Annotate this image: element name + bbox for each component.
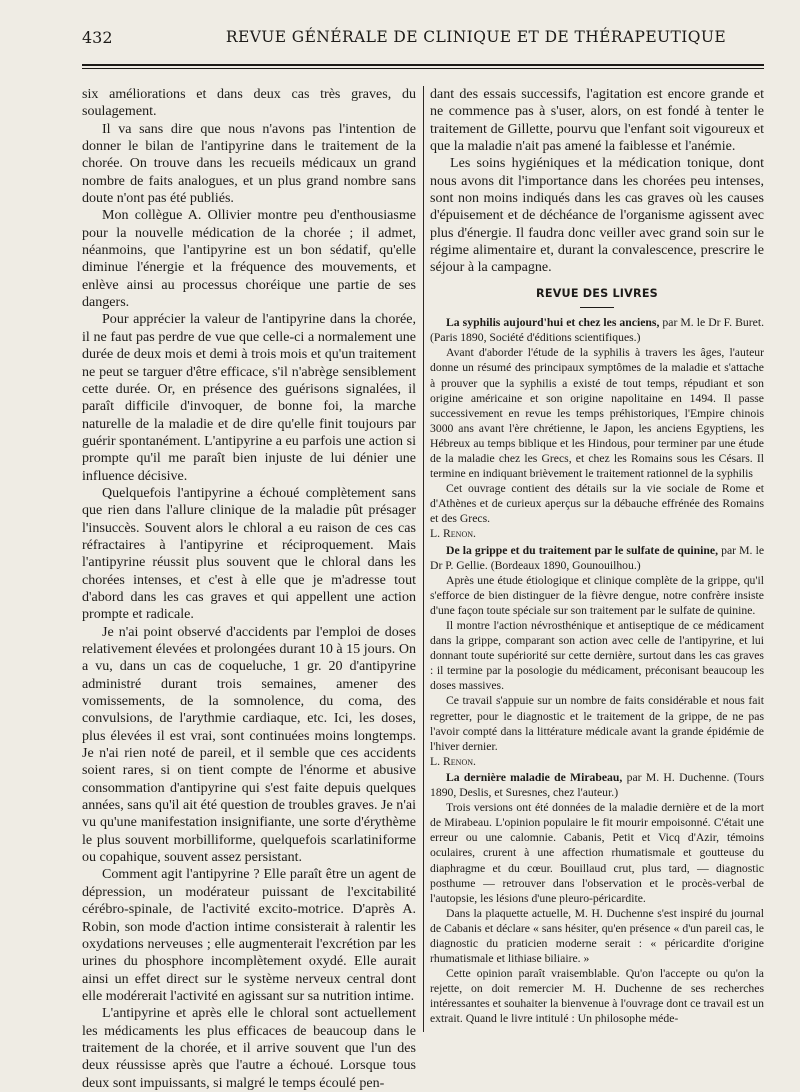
review-paragraph: Cet ouvrage contient des détails sur la vie sociale de Rome et d'Athènes et de curieux aperçus sur la débauche effrénée des Romains et des Grecs. xyxy=(430,482,764,526)
review-signature: L. Renon. xyxy=(430,754,476,768)
review-paragraph: Ce travail s'appuie sur un nombre de faits considérable et nous fait regretter, pour le diagnostic et le traitement de la grippe, de ne pas l'avoir compté dans la littérature médicale avant la grande épidémie de l'hiver dernier. xyxy=(430,694,764,753)
body-paragraph: Il va sans dire que nous n'avons pas l'intention de donner le bilan de l'antipyrine dans le traitement de la chorée. On trouve dans les recueils médicaux un grand nombre de faits analogues, et un plus grand nombre sans doute n'ont pas été publiés. xyxy=(82,120,416,207)
review-header xyxy=(430,543,764,573)
review-byline: par M. le Dr P. Gellie. (Bordeaux 1890, Gounouilhou.) xyxy=(430,543,765,572)
review-byline: par M. le Dr F. Buret. (Paris 1890, Société d'éditions scientifiques.) xyxy=(430,316,764,345)
review-paragraph: Après une étude étiologique et clinique complète de la grippe, qu'il s'efforce de bien distinguer de la fièvre dengue, notre confrère insiste d'une façon toute spéciale sur son traitement par le sulfate de quinine. xyxy=(430,573,764,617)
body-paragraph: six améliorations et dans deux cas très graves, du soulagement. xyxy=(82,86,416,120)
body-paragraph: Comment agit l'antipyrine ? Elle paraît être un agent de dépression, un modérateur puissant de l'excitabilité cérébro-spinale, de l'activité excito-motrice. D'après A. Robin, son mode d'action intime consisterait à ralentir les oxydations nerveuses ; elle augmenterait l'excrétion par les urines du phosphore incomplètement oxydé. Elle aurait ainsi un effet direct sur le système nerveux central dont elle modérerait l'activité en agissant sur sa nutrition intime. xyxy=(82,866,416,1004)
section-heading: REVUE DES LIVRES xyxy=(536,286,658,300)
page-header xyxy=(82,28,762,52)
page-number: 432 xyxy=(82,28,113,47)
review-header xyxy=(430,770,764,800)
review-byline: par M. H. Duchenne. (Tours 1890, Deslis, et Suresnes, chez l'auteur.) xyxy=(430,770,765,800)
review-paragraph: Dans la plaquette actuelle, M. H. Duchenne s'est inspiré du journal de Cabanis et déclare « sans hésiter, qu'en présence « d'un pareil cas, le diagnostic du praticien moderne serait : « péricardite d'origine rhumatismale et lithiase biliaire. » xyxy=(430,906,764,966)
body-paragraph: dant des essais successifs, l'agitation est encore grande et ne commence pas à s'user, alors, on est fondé à tenter le traitement de Gillette, pourvu que l'enfant soit vigoureux et que la maladie n'ait pas amené la faiblesse et l'anémie. xyxy=(430,86,764,155)
right-column xyxy=(430,86,764,1027)
book-review xyxy=(430,770,764,1027)
running-title: REVUE GÉNÉRALE DE CLINIQUE ET DE THÉRAPEUTIQUE xyxy=(225,28,727,46)
left-column xyxy=(82,86,416,1092)
review-header xyxy=(430,315,764,345)
body-paragraph: L'antipyrine et après elle le chloral sont actuellement les médicaments les plus efficaces de beaucoup dans le traitement de la chorée, et il arrive souvent que l'un des deux réussisse après que l'autre a échoué. Lorsque tous deux sont impuissants, si malgré le temps écoulé pen- xyxy=(82,1005,416,1091)
review-paragraph: Il montre l'action névrosthénique et antiseptique de ce médicament dans la grippe, comparant son action avec celle de l'antipyrine, et lui donnant toute supériorité sur cette dernière, surtout dans les cas graves : il termine par la posologie du médicament, préconisant beaucoup les doses massives. xyxy=(430,619,764,693)
review-paragraph: Avant d'aborder l'étude de la syphilis à travers les âges, l'auteur donne un résumé des principaux symptômes de la maladie et s'attache à prouver que la syphilis a existé de tout temps, répudiant et son origine américaine et son origine napolitaine en 1494. Il passe successivement en revue les temps préhistoriques, l'Empire chinois 3000 ans avant l'ère chrétienne, le Japon, les anciens Egyptiens, les Hébreux au temps biblique et les Hindous, pour terminer par une étude de la maladie chez les Grecs, et chez les Romains sous les Césars. Il termine en indiquant brièvement le traitement rationnel de la syphilis xyxy=(430,346,764,481)
body-paragraph: Mon collègue A. Ollivier montre peu d'enthousiasme pour la nouvelle médication de la chorée ; il admet, néanmoins, que l'antipyrine est un bon sédatif, qu'elle diminue l'énergie et la fréquence des mouvements, et enlève ainsi au processus choréique une partie de ses dangers. xyxy=(82,207,416,311)
book-reviews xyxy=(430,315,764,1026)
column-divider xyxy=(423,86,424,1032)
book-review xyxy=(430,315,764,541)
review-paragraph: Trois versions ont été données de la maladie dernière et de la mort de Mirabeau. L'opinion populaire le fit mourir empoisonné. C'était une erreur ou une calomnie. Cabanis, Petit et Vicq d'Azir, témoins oculaires, crurent à une affection rhumatismale et goutteuse du diaphragme et du cœur. Bouillaud crut, plus tard, — diagnostic posthume — retrouver dans l'observation et le procès-verbal de l'autopsie, les lésions d'une pleuro-péricardite. xyxy=(430,801,764,905)
body-paragraph: Je n'ai point observé d'accidents par l'emploi de doses relativement élevées et prolongées durant 10 à 15 jours. On a vu, dans un cas de coqueluche, 1 gr. 20 d'antipyrine administré durant trois semaines, amener des vomissements, de la somnolence, du coma, des convulsions, de l'arythmie cardiaque, etc. Ici, les doses, plus élevées il est vrai, sont continuées moins longtemps. Je n'ai rien noté de pareil, et il semble que ces accidents soient rares, si on tient compte de l'énorme et abusive consommation d'antipyrine qui s'est faite depuis quelques années, sans qu'il ait été question de troubles graves. Je n'ai vu qu'une manifestation insignifiante, une sorte d'érythème le plus souvent morbilliforme, quelquefois scarlatiniforme ou copahique, souvent assez persistant. xyxy=(82,623,416,866)
header-rule-thick xyxy=(82,64,764,66)
review-signature: L. Renon. xyxy=(430,527,476,541)
heading-rule xyxy=(580,307,614,308)
book-review xyxy=(430,543,764,769)
review-title: La syphilis aujourd'hui et chez les anciens, xyxy=(446,316,660,330)
header-rule-thin xyxy=(82,68,764,69)
review-paragraph: Cette opinion paraît vraisemblable. Qu'on l'accepte ou qu'on la rejette, on doit remercier M. H. Duchenne de ses recherches intéressantes et souhaiter la bienvenue à l'ouvrage dont ce travail est un extrait. Quand le livre intitulé : Un philosophe méde- xyxy=(430,967,764,1026)
review-title: La dernière maladie de Mirabeau, xyxy=(446,770,623,784)
body-paragraph: Pour apprécier la valeur de l'antipyrine dans la chorée, il ne faut pas perdre de vue que celle-ci a normalement une durée de deux mois et demi à trois mois et qu'un traitement ne peut se targuer d'être efficace, s'il n'abrège sensiblement cette durée. Or, en présence des guérisons signalées, il paraît difficile d'invoquer, de bonne foi, la marche naturelle de la maladie et de dire qu'elle finit toujours par guérir spontanément. L'antipyrine a eu parfois une action si prompte qu'il me paraît bien injuste de lui dénier une influence décisive. xyxy=(82,311,416,484)
body-paragraph: Les soins hygiéniques et la médication tonique, dont nous avons dit l'importance dans les chorées peu intenses, sont non moins indiqués dans les cas graves où les causes d'épuisement et de déchéance de l'organisme agissent avec plus d'énergie. Il faudra donc veiller avec grand soin sur le régime alimentaire et, durant la convalescence, prescrire le séjour à la campagne. xyxy=(430,155,764,276)
body-paragraph: Quelquefois l'antipyrine a échoué complètement sans que rien dans l'allure clinique de la maladie pût présager l'insuccès. Souvent alors le chloral a eu raison de ces cas réfractaires à l'antipyrine et réciproquement. Mais l'antipyrine réussit plus souvent que le chloral dans les chorées intenses, et c'est à elle que je m'adresse tout d'abord dans les cas graves et qui appellent une action prompte et radicale. xyxy=(82,484,416,623)
review-title: De la grippe et du traitement par le sulfate de quinine, xyxy=(446,543,719,557)
